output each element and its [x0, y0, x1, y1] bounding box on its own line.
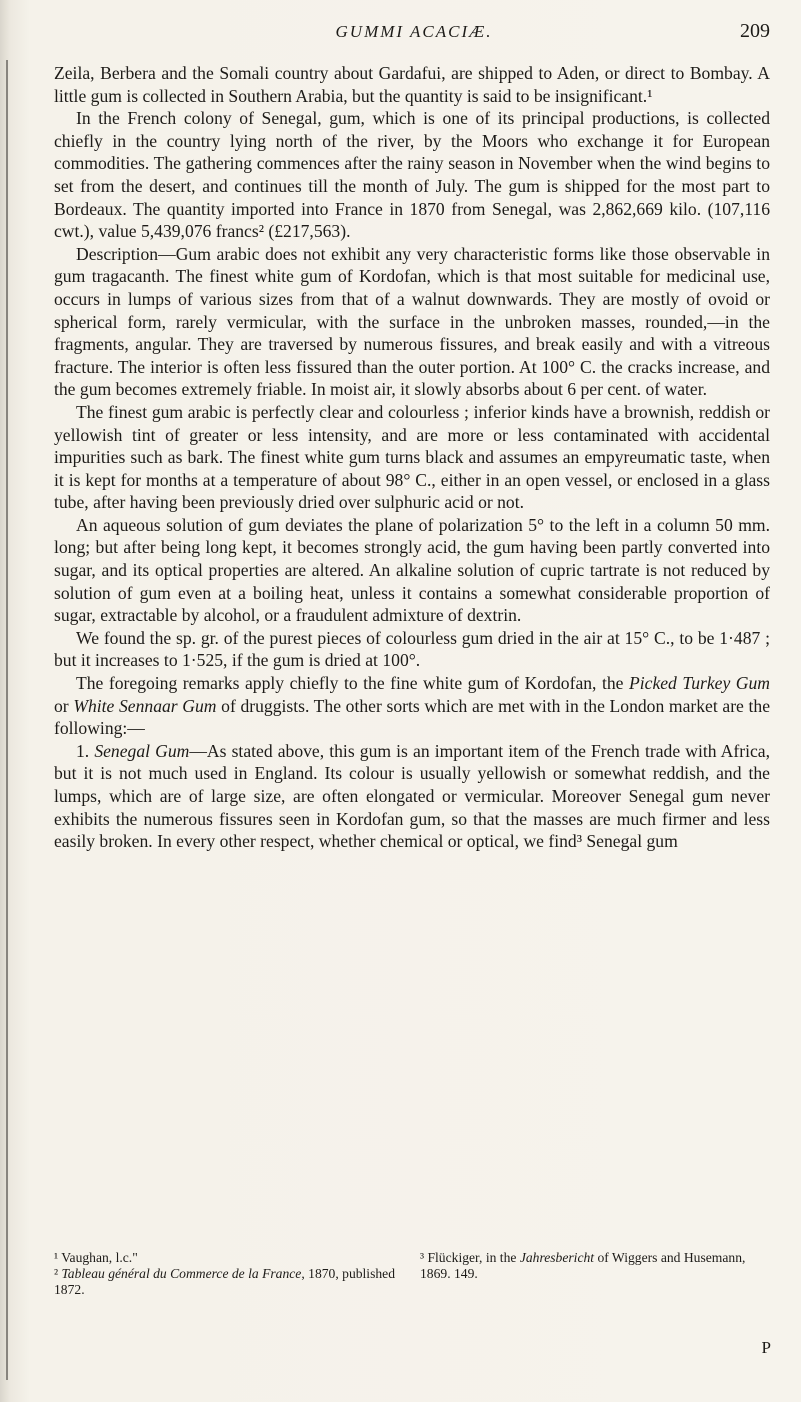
italic-term: Picked Turkey Gum	[629, 673, 770, 694]
signature-mark: P	[761, 1338, 771, 1357]
paragraph	[54, 672, 770, 740]
paragraph-senegal-gum	[54, 740, 770, 853]
paragraph-text: —As stated above, this gum is an important item of the French trade with Africa, but it is not much used in England. Its colour is usually yellowish or somewhat reddish, and the lumps, which are of large size, are often elongated or vermicular. Moreover Senegal gum never exhibits the numerous fissures seen in Kordofan gum, so that the masses are much firmer and less easily broken. In every other respect, whether chemical or optical, we find³ Senegal gum	[54, 740, 770, 852]
footnote: ¹ Vaughan, l.c."	[54, 1250, 138, 1265]
paragraph: In the French colony of Senegal, gum, which is one of its principal productions, is collected chiefly in the country lying north of the river, by the Moors who exchange it for European commodities. The gathering commences after the rainy season in November when the wind begins to set from the desert, and continues till the month of July. The gum is shipped for the most part to Bordeaux. The quantity imported into France in 1870 from Senegal, was 2,862,669 kilo. (107,116 cwt.), value 5,439,076 francs² (£217,563).	[54, 108, 770, 242]
footnotes	[54, 1250, 770, 1298]
paragraph: An aqueous solution of gum deviates the plane of polarization 5° to the left in a column 50 mm. long; but after being long kept, it becomes strongly acid, the gum having been partly converted into sugar, and its optical properties are altered. An alkaline solution of cupric tartrate is not reduced by solution of gum even at a boiling heat, unless it contains a somewhat considerable proportion of sugar, extractable by alcohol, or a fraudulent admixture of dextrin.	[54, 514, 770, 626]
footnotes-left	[54, 1250, 404, 1298]
text-run: of druggists. The other sorts which are met with in the London market are the following:—	[54, 695, 771, 739]
paragraph-description	[54, 243, 770, 401]
italic-term: White Sennaar Gum	[73, 695, 217, 716]
paragraph-text: —Gum arabic does not exhibit any very characteristic forms like those observable in gum tragacanth. The finest white gum of Kordofan, which is that most suitable for medicinal use, occurs in lumps of various sizes from that of a walnut downwards. They are mostly of ovoid or spherical form, rarely vermicular, with the surface in the unbroken masses, rounded,—in the fragments, angular. They are traversed by numerous fissures, and break easily and with a vitreous fracture. The interior is often less fissured than the outer portion. At 100° C. the cracks increase, and the gum becomes extremely friable. In moist air, it slowly absorbs about 6 per cent. of water.	[54, 243, 770, 400]
binding-edge	[6, 60, 8, 1380]
footnote-marker: ³ Flückiger, in the	[420, 1250, 520, 1265]
footnote-marker: ²	[54, 1266, 62, 1281]
body-text	[54, 62, 770, 853]
paragraph: We found the sp. gr. of the purest pieces of colourless gum dried in the air at 15° C., to be 1·487 ; but it increases to 1·525, if the gum is dried at 100°.	[54, 627, 770, 671]
footnotes-right	[420, 1250, 770, 1298]
footnote	[54, 1266, 404, 1298]
text-run: or	[54, 695, 74, 716]
footnote-text: of Wiggers and Husemann, 1869. 149.	[420, 1250, 746, 1281]
page-header	[58, 20, 770, 50]
running-head: GUMMI ACACIÆ.	[335, 22, 493, 41]
footnote-title: Jahresbericht	[519, 1250, 595, 1265]
footnote	[420, 1250, 770, 1282]
footnote-title: Tableau général du Commerce de la France	[61, 1266, 302, 1281]
section-lead: Description	[76, 243, 159, 264]
italic-heading: Senegal Gum	[94, 740, 190, 761]
list-number: 1.	[76, 740, 95, 761]
paragraph: The finest gum arabic is perfectly clear and colourless ; inferior kinds have a brownish, reddish or yellowish tint of greater or less intensity, and are more or less contaminated with accidental impurities such as bark. The finest white gum turns black and assumes an empyreumatic taste, when it is kept for months at a temperature of about 98° C., either in an open vessel, or enclosed in a glass tube, after having been previously dried over sulphuric acid or not.	[54, 401, 770, 513]
page-number: 209	[740, 20, 770, 42]
paragraph: Zeila, Berbera and the Somali country about Gardafui, are shipped to Aden, or direct to Bombay. A little gum is collected in Southern Arabia, but the quantity is said to be insignificant.¹	[54, 63, 770, 106]
footnote-text: , 1870, published 1872.	[54, 1266, 396, 1297]
text-run: The foregoing remarks apply chiefly to the fine white gum of Kordofan, the	[76, 673, 629, 694]
